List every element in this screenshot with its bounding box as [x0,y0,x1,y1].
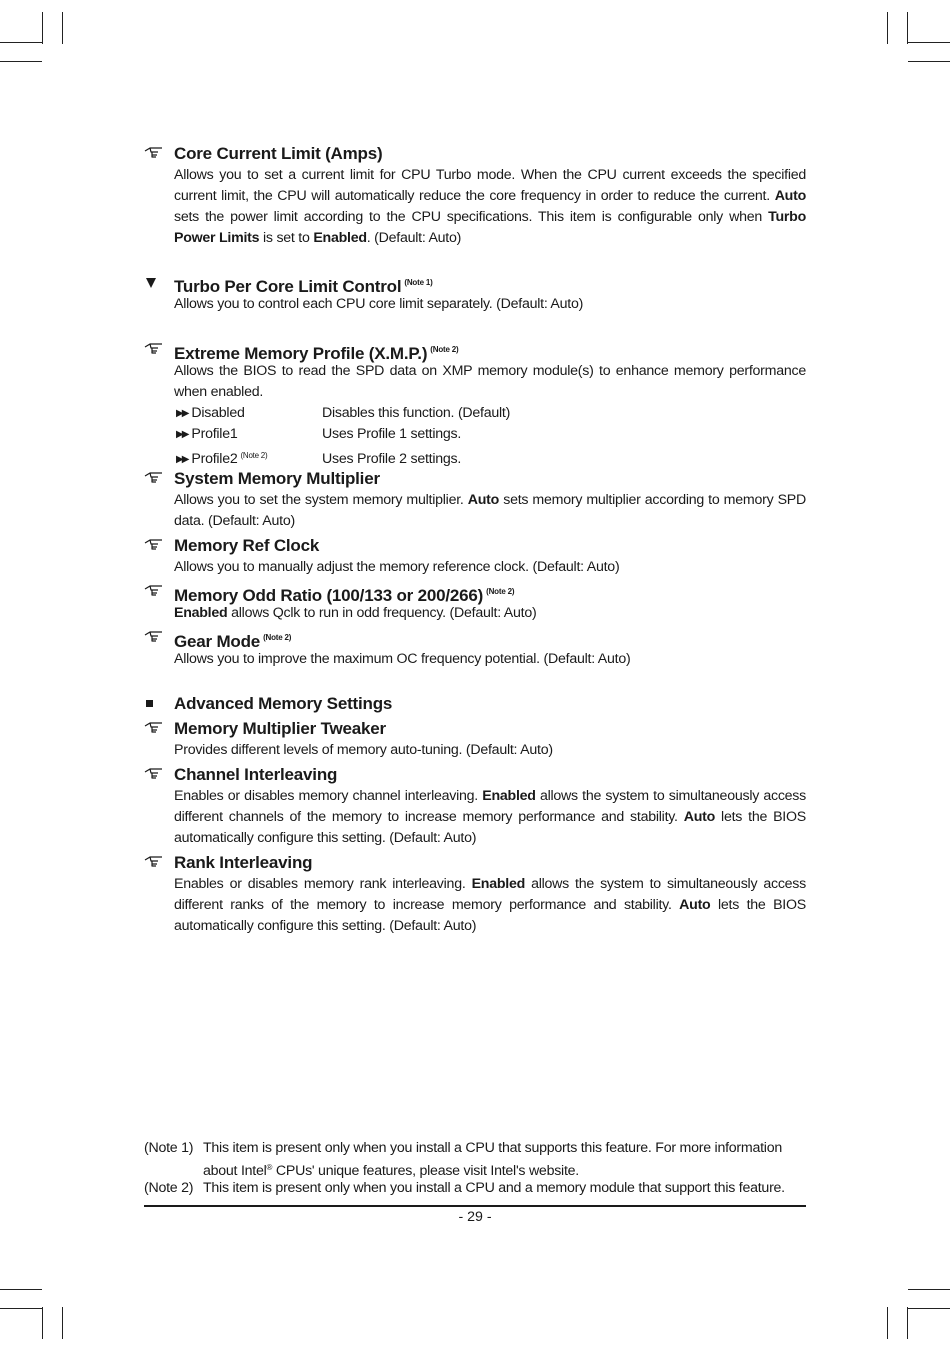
section-title-memory-ref-clock: Memory Ref Clock [174,536,320,555]
double-arrow-icon: ▶▶ [176,408,188,419]
option-row-profile1: ▶▶ Profile1 Uses Profile 1 settings. [176,426,462,442]
pointing-hand-icon [144,584,164,598]
crop-mark [0,1308,42,1309]
square-bullet-icon [144,698,164,712]
section-desc-turbo-per-core: Allows you to control each CPU core limit separately. (Default: Auto) [174,296,584,312]
section-desc-channel-interleaving: Enables or disables memory channel interleaving. Enabled allows the system to simultaneously access different channels of the memory to increase memory performance and stability. Auto lets the BIOS automatically configure this setting. (Default: Auto) [174,788,807,846]
pointing-hand-icon [144,146,164,160]
section-desc-memory-multiplier-tweaker: Provides different levels of memory auto-tuning. (Default: Auto) [174,742,553,758]
section-desc-system-memory-multiplier: Allows you to set the system memory multiplier. Auto sets memory multiplier according to memory SPD data. (Default: Auto) [174,492,806,529]
crop-mark [887,12,888,44]
footnote-text: This item is present only when you install a CPU and a memory module that support this feature. [203,1180,785,1196]
page-number: - 29 - [458,1209,492,1225]
crop-mark [0,42,42,43]
pointing-hand-icon [144,767,164,781]
section-desc-memory-ref-clock: Allows you to manually adjust the memory reference clock. (Default: Auto) [174,559,620,575]
crop-mark [42,12,43,44]
crop-mark [42,1307,43,1339]
pointing-hand-icon [144,538,164,552]
section-desc-xmp: Allows the BIOS to read the SPD data on XMP memory module(s) to enhance memory performance when enabled. [174,363,806,400]
double-arrow-icon: ▶▶ [176,429,188,440]
crop-mark [0,61,42,62]
option-row-profile2: ▶▶ Profile2 $^{(Note 2)}$ Uses Profile 2 settings. [176,451,462,467]
section-title-xmp: Extreme Memory Profile (X.M.P.) $^{(Note 2)}$ [174,344,459,363]
section-title-memory-multiplier-tweaker: Memory Multiplier Tweaker [174,719,386,738]
section-title-core-current-limit: Core Current Limit (Amps) [174,144,383,163]
crop-mark [908,42,950,43]
section-title-memory-odd-ratio: Memory Odd Ratio (100/133 or 200/266) $^{(Note 2)}$ [174,586,515,605]
option-row-disabled: ▶▶ Disabled Disables this function. (Default) [176,405,511,421]
footnote-label: (Note 2) [144,1180,194,1196]
pointing-hand-icon [144,471,164,485]
section-desc-memory-odd-ratio: Enabled allows Qclk to run in odd frequency. (Default: Auto) [174,605,537,621]
pointing-hand-icon [144,342,164,356]
section-title-advanced-memory-settings: Advanced Memory Settings [174,694,393,713]
section-title-rank-interleaving: Rank Interleaving [174,853,313,872]
footnote-label: (Note 1) [144,1140,194,1156]
section-title-system-memory-multiplier: System Memory Multiplier [174,469,380,488]
section-desc-rank-interleaving: Enables or disables memory rank interleaving. Enabled allows the system to simultaneously access different ranks of the memory to increase memory performance and stability. Auto lets the BIOS automatically configure this setting. (Default: Auto) [174,876,806,934]
crop-mark [907,1307,908,1339]
crop-mark [62,12,63,44]
crop-mark [908,1289,950,1290]
section-desc-core-current-limit: Allows you to set a current limit for CPU Turbo mode. When the CPU current exceeds the specified current limit, the CPU will automatically reduce the core frequency in order to reduce the current. Auto sets the power limit according to the CPU specifications. This item is configurable only when Turbo Power Limits is set to Enabled. (Default: Auto) [174,167,806,246]
footer-divider [144,1205,806,1207]
pointing-hand-icon [144,630,164,644]
pointing-hand-icon [144,855,164,869]
section-title-gear-mode: Gear Mode $^{(Note 2)}$ [174,632,292,651]
double-arrow-icon: ▶▶ [176,454,188,465]
crop-mark [908,1308,950,1309]
crop-mark [887,1307,888,1339]
crop-mark [908,61,950,62]
down-triangle-icon [144,277,164,291]
crop-mark [62,1307,63,1339]
crop-mark [907,12,908,44]
section-desc-gear-mode: Allows you to improve the maximum OC frequency potential. (Default: Auto) [174,651,631,667]
crop-mark [0,1289,42,1290]
section-title-turbo-per-core[interactable]: Turbo Per Core Limit Control $^{(Note 1)}$ [174,277,433,296]
section-title-channel-interleaving: Channel Interleaving [174,765,338,784]
pointing-hand-icon [144,721,164,735]
footnote-text: This item is present only when you install a CPU that supports this feature. For more information about Intel® CPUs' unique features, please visit Intel's website. [203,1140,782,1179]
